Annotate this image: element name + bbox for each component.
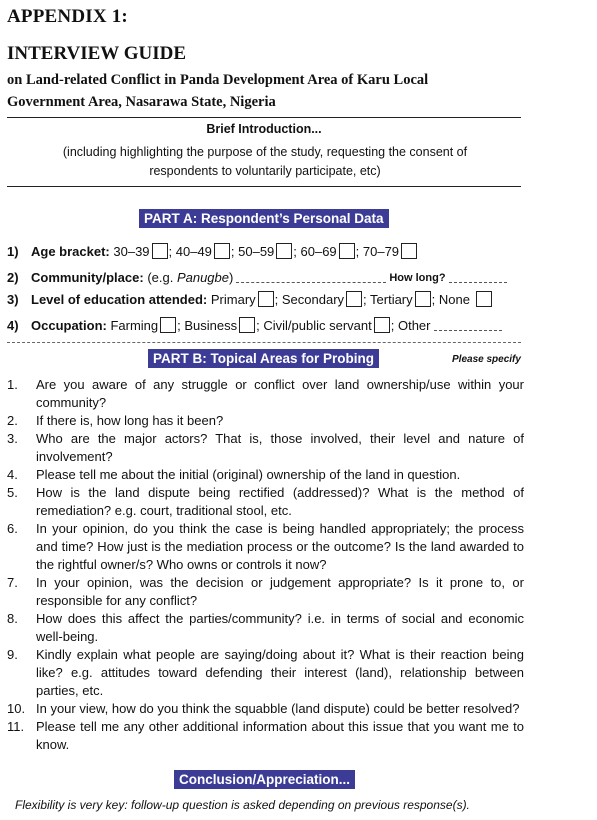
occupation-option-label: Farming [110, 317, 159, 333]
list-item: 4. Please tell me about the initial (original) ownership of the land in question. [7, 466, 524, 484]
probing-questions-list [7, 376, 524, 754]
question-text: How is the land dispute being rectified (addressed)? What is the method of remediation? e.g. court, traditional stool, etc. [36, 485, 524, 518]
list-item: 1. Are you aware of any struggle or conflict over land ownership/use within your community? [7, 377, 524, 410]
question-text: In your opinion, do you think the case is being handled appropriately; the process and time? How just is the mediation process or the outcome? Is the land awarded to the rightful owner/s? Who owns or controls it now? [36, 521, 524, 572]
education-checkbox-secondary[interactable] [346, 291, 362, 307]
community-answer-line[interactable] [236, 272, 386, 283]
occupation-checkbox-farming[interactable] [160, 317, 176, 333]
age-option-label: ; 70–79 [355, 243, 400, 259]
part-a-banner: PART A: Respondent’s Personal Data [139, 209, 389, 228]
list-item: 11. Please tell me any other additional information about this issue that you want me to know. [7, 719, 524, 752]
question-number: 1) [7, 243, 19, 259]
subtitle-line-2: Government Area, Nasarawa State, Nigeria [7, 94, 276, 110]
occupation-other-line[interactable] [434, 320, 502, 331]
question-text: Please tell me any other additional information about this issue that you want me to know. [36, 719, 524, 752]
question-text: If there is, how long has it been? [36, 413, 224, 428]
age-checkbox-60-69[interactable] [339, 243, 355, 259]
age-option-label: ; 40–49 [168, 243, 212, 259]
occupation-option-label: ; Other [390, 317, 431, 333]
divider-top [7, 117, 521, 118]
question-text: Are you aware of any struggle or conflict over land ownership/use within your community? [36, 377, 524, 410]
age-option-label: ; 50–59 [230, 243, 275, 259]
list-item: 9. Kindly explain what people are saying/doing about it? What is their reaction being like? e.g. attitudes toward defending their interest (land), relationship between parties, etc. [7, 647, 524, 698]
question-label: Community/place: [31, 270, 144, 285]
age-option-label: 30–39 [113, 243, 150, 259]
question-age-bracket [7, 243, 418, 259]
age-checkbox-70-79[interactable] [401, 243, 417, 259]
occupation-checkbox-business[interactable] [239, 317, 255, 333]
age-checkbox-50-59[interactable] [276, 243, 292, 259]
list-item: 2. If there is, how long has it been? [7, 412, 524, 430]
list-item: 3. Who are the major actors? That is, those involved, their level and nature of involvement? [7, 431, 524, 464]
question-community [7, 270, 510, 285]
education-option-label: ; None [431, 291, 470, 307]
please-specify-note: Please specify [452, 354, 521, 365]
part-b-banner: PART B: Topical Areas for Probing [148, 349, 379, 368]
question-education [7, 291, 493, 307]
question-label: Level of education attended: [31, 291, 208, 307]
conclusion-banner: Conclusion/Appreciation... [174, 770, 355, 789]
question-text: In your view, how do you think the squabble (land dispute) could be better resolved? [36, 701, 520, 716]
community-example: (e.g. Panugbe) [147, 270, 234, 285]
question-number: 3) [7, 291, 19, 307]
list-item: 8. How does this affect the parties/community? i.e. in terms of social and economic well-being. [7, 611, 524, 644]
appendix-heading: APPENDIX 1: [7, 6, 128, 27]
question-text: Who are the major actors? That is, those involved, their level and nature of involvement? [36, 431, 524, 464]
education-option-label: ; Secondary [274, 291, 345, 307]
question-text: How does this affect the parties/community? i.e. in terms of social and economic well-being. [36, 611, 524, 644]
intro-title: Brief Introduction... [206, 122, 322, 136]
question-label: Occupation: [31, 317, 107, 333]
page-subtitle [7, 69, 567, 113]
divider-dashed [7, 342, 521, 343]
education-checkbox-none[interactable] [476, 291, 492, 307]
age-checkbox-40-49[interactable] [214, 243, 230, 259]
list-item: 10. In your view, how do you think the squabble (land dispute) could be better resolved? [7, 700, 524, 718]
how-long-answer-line[interactable] [449, 272, 507, 283]
question-text: Please tell me about the initial (original) ownership of the land in question. [36, 467, 461, 482]
list-item: 5. How is the land dispute being rectified (addressed)? What is the method of remediation? e.g. court, traditional stool, etc. [7, 485, 524, 518]
divider-intro [7, 186, 521, 187]
question-occupation [7, 317, 505, 333]
question-text: Kindly explain what people are saying/doing about it? What is their reaction being like? e.g. attitudes toward defending their interest (land), relationship between parties, etc. [36, 647, 524, 698]
footer-note: Flexibility is very key: follow-up question is asked depending on previous response(s). [15, 798, 470, 812]
occupation-option-label: ; Business [177, 317, 238, 333]
age-option-label: ; 60–69 [293, 243, 337, 259]
list-item: 6. In your opinion, do you think the case is being handled appropriately; the process and time? How just is the mediation process or the outcome? Is the land awarded to the rightful owner/s? Who owns or controls it now? [7, 521, 524, 572]
education-checkbox-tertiary[interactable] [415, 291, 431, 307]
education-option-label: Primary [210, 291, 256, 307]
how-long-label: How long? [389, 271, 446, 284]
subtitle-line-1: on Land-related Conflict in Panda Development Area of Karu Local [7, 72, 429, 88]
age-checkbox-30-39[interactable] [152, 243, 168, 259]
occupation-checkbox-civil-servant[interactable] [374, 317, 390, 333]
education-checkbox-primary[interactable] [258, 291, 274, 307]
question-label: Age bracket: [31, 243, 110, 259]
education-option-label: ; Tertiary [363, 291, 413, 307]
list-item: 7. In your opinion, was the decision or judgement appropriate? Is it prone to, or responsible for any conflict? [7, 575, 524, 608]
occupation-option-label: ; Civil/public servant [256, 317, 372, 333]
question-number: 4) [7, 317, 19, 333]
intro-text: (including highlighting the purpose of the study, requesting the consent of respondents to voluntarily participate, etc) [62, 145, 468, 178]
page-title: INTERVIEW GUIDE [7, 43, 186, 64]
question-text: In your opinion, was the decision or judgement appropriate? Is it prone to, or responsible for any conflict? [36, 575, 524, 608]
question-number: 2) [7, 270, 19, 285]
